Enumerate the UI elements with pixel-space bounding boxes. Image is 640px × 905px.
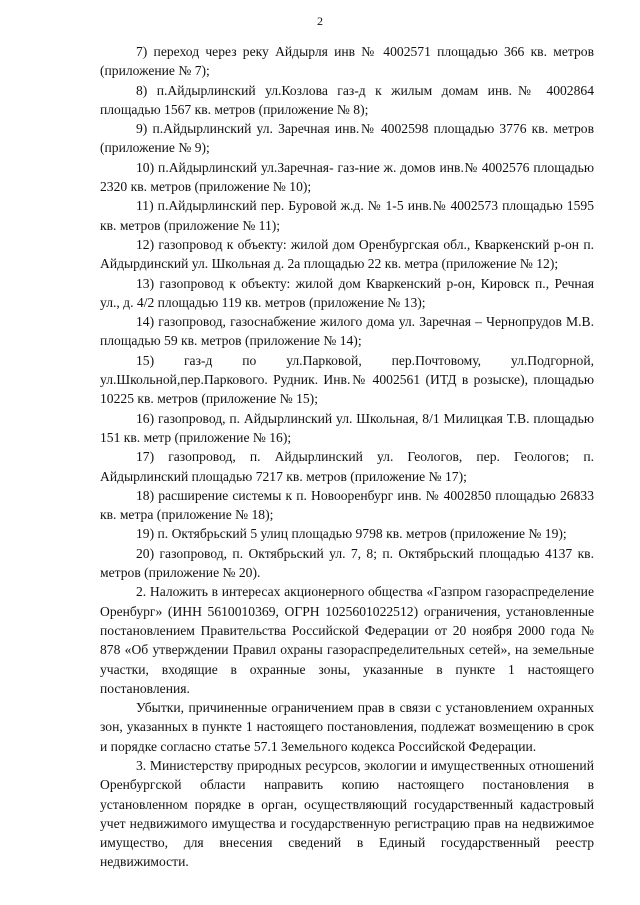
paragraph-item-9: 9) п.Айдырлинский ул. Заречная инв.№ 4002598 площадью 3776 кв. метров (приложение № 9); (100, 121, 594, 156)
paragraph-item-8: 8) п.Айдырлинский ул.Козлова газ-д к жилым домам инв.№ 4002864 площадью 1567 кв. метров (приложение № 8); (100, 82, 594, 117)
paragraph-damages: Убытки, причиненные ограничением прав в связи с установлением охранных зон, указанных в пункте 1 настоящего постановления, подлежат возмещению в срок и порядке согласно статье 57.1 Земельного кодекса Российской Федерации. (100, 700, 594, 754)
paragraph-item-12: 12) газопровод к объекту: жилой дом Оренбургская обл., Кваркенский р-он п. Айдырдинский ул. Школьная д. 2а площадью 22 кв. метра (приложение № 12); (100, 236, 594, 272)
paragraph-item-20: 20) газопровод, п. Октябрьский ул. 7, 8; п. Октябрьский площадью 4137 кв. метров (приложение № 20). (100, 545, 594, 581)
paragraph-section-2: 2. Наложить в интересах акционерного общества «Газпром газораспределение Оренбург» (ИНН 5610010369, ОГРН 1025601022512) ограничения, установленные постановлением Правительства Российской Федерации от 20 ноября 2000 года № 878 «Об утверждении Правил охраны газораспределительных сетей», на земельные участки, входящие в охранные зоны, указанные в пункте 1 настоящего постановления. (100, 584, 594, 696)
paragraph-item-10: 10) п.Айдырлинский ул.Заречная- газ-ние ж. домов инв.№ 4002576 площадью 2320 кв. метров (приложение № 10); (100, 159, 594, 195)
document-body (100, 42, 594, 872)
paragraph-item-14: 14) газопровод, газоснабжение жилого дома ул. Заречная – Чернопрудов М.В. площадью 59 кв. метров (приложение № 14); (100, 314, 594, 349)
paragraph-section-3: 3. Министерству природных ресурсов, экологии и имущественных отношений Оренбургской области направить копию настоящего постановления в установленном порядке в орган, осуществляющий государственный кадастровый учет недвижимого имущества и государственную регистрацию прав на недвижимое имущество, для внесения сведений в Единый государственный реестр недвижимости. (100, 757, 594, 870)
paragraph-item-7: 7) переход через реку Айдырля инв № 4002571 площадью 366 кв. метров (приложение № 7); (100, 44, 594, 79)
paragraph-item-13: 13) газопровод к объекту: жилой дом Кваркенский р-он, Кировск п., Речная ул., д. 4/2 площадью 119 кв. метров (приложение № 13); (100, 275, 594, 310)
paragraph-item-17: 17) газопровод, п. Айдырлинский ул. Геологов, пер. Геологов; п. Айдырлинский площадью 7217 кв. метров (приложение № 17); (100, 449, 594, 484)
page-number: 2 (317, 14, 323, 28)
paragraph-item-19: 19) п. Октябрьский 5 улиц площадью 9798 кв. метров (приложение № 19); (136, 526, 567, 542)
paragraph-item-15: 15) газ-д по ул.Парковой, пер.Почтовому, ул.Подгорной, ул.Школьной,пер.Паркового. Рудник. Инв.№ 4002561 (ИТД в розыске), площадью 10225 кв. метров (приложение № 15); (100, 352, 594, 407)
paragraph-item-16: 16) газопровод, п. Айдырлинский ул. Школьная, 8/1 Милицкая Т.В. площадью 151 кв. метр (приложение № 16); (100, 410, 594, 445)
paragraph-item-11: 11) п.Айдырлинский пер. Буровой ж.д. № 1-5 инв.№ 4002573 площадью 1595 кв. метров (приложение № 11); (100, 198, 594, 233)
paragraph-item-18: 18) расширение системы к п. Новооренбург инв. № 4002850 площадью 26833 кв. метра (приложение № 18); (100, 487, 594, 523)
